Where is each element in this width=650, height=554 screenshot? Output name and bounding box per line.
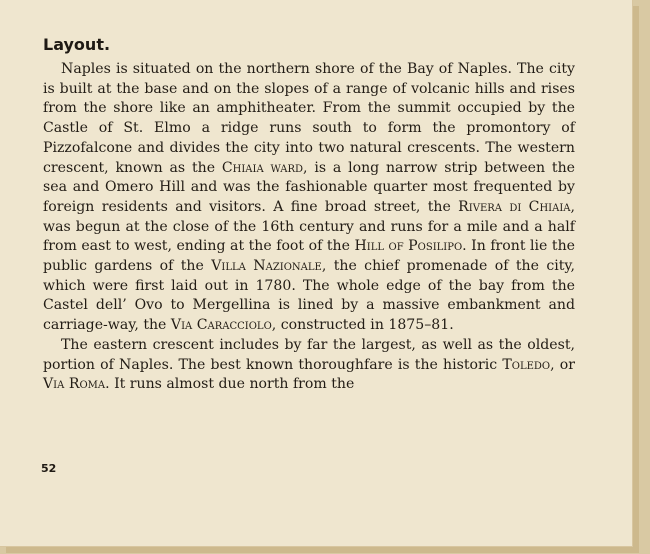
text-run: , is a long narrow strip between the sea and Omero Hill and was the fashionable quarter most frequented by foreign residents and visitors. A fine broad street, the — [43, 159, 575, 215]
page-number: 52 — [41, 462, 57, 475]
section-heading: Layout. — [43, 35, 111, 54]
text-run: , was begun at the close of the 16th century and runs for a mile and a half from east to west, ending at the foot of the — [43, 198, 575, 255]
text-run: , constructed in 1875–81. — [271, 317, 454, 334]
text-run: , or — [550, 356, 575, 373]
text-run: . In front lie the public gardens of the — [43, 238, 576, 275]
place-name: Rivera di Chiaia — [458, 198, 571, 215]
text-run: Naples is situated on the northern shore of the Bay of Naples. The city is built at the base and on the slopes of a range of volcanic hills and rises from the shore like an amphitheater. From the summit occupied by the Castle of St. Elmo a ridge runs south to form the promontory of Pizzofalcone and divides the city into two natural crescents. The western crescent, known as the — [43, 61, 575, 176]
place-name: Via Caracciolo — [170, 317, 272, 334]
place-name: Villa Nazionale — [211, 258, 322, 275]
paragraph-2 — [43, 336, 575, 395]
paragraph-1 — [43, 60, 575, 336]
body-text — [43, 60, 575, 395]
place-name: Toledo — [502, 356, 551, 373]
text-run: , the chief promenade of the city, which were first laid out in 1780. The whole edge of the bay from the Castel dell’ Ovo to Mergellina is lined by a massive embankment and carriage-way, the — [43, 258, 575, 334]
place-name: Chiaia ward — [221, 159, 304, 176]
text-run: . It runs almost due north from the — [105, 376, 355, 393]
place-name: Via Roma — [43, 376, 106, 393]
text-run: The eastern crescent includes by far the largest, as well as the oldest, portion of Naples. The best known thoroughfare is the historic — [43, 336, 575, 373]
place-name: Hill of Posilipo — [354, 238, 463, 255]
